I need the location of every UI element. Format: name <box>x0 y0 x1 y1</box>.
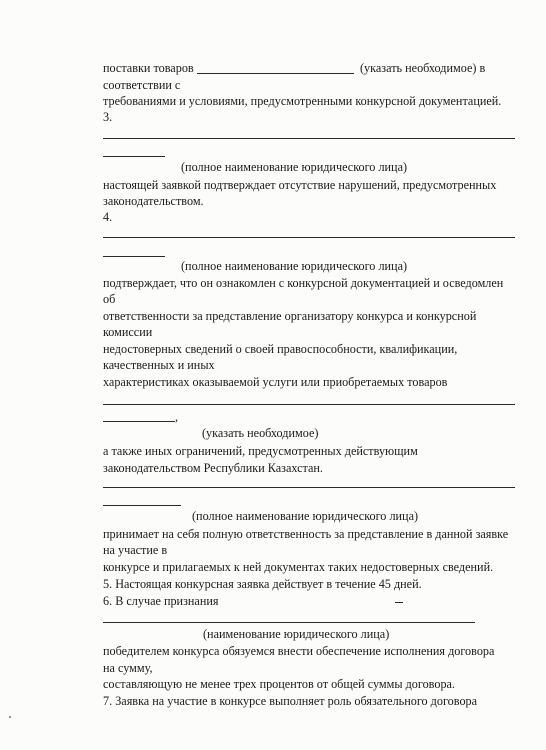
blank-line <box>103 156 165 157</box>
text-line: соответствии с <box>103 78 181 92</box>
item-number: 4. <box>103 210 113 224</box>
text-line: поставки товаров <box>103 61 194 75</box>
blank-line <box>103 256 165 257</box>
text-line: качественных и иных <box>103 358 215 372</box>
text-line: законодательством. <box>103 194 204 208</box>
comma: , <box>175 410 179 424</box>
blank-line <box>103 487 515 488</box>
caption: (полное наименование юридического лица) <box>181 160 408 174</box>
blank-line <box>103 404 515 405</box>
text-line: комиссии <box>103 325 153 339</box>
blank-line <box>103 421 175 422</box>
caption: (указать необходимое) <box>202 426 319 440</box>
caption: (полное наименование юридического лица) <box>181 259 408 273</box>
text-line: принимает на себя полную ответственность за представление в данной заявке <box>103 527 509 541</box>
caption: (полное наименование юридического лица) <box>192 509 419 523</box>
text-line: ответственности за представление организатору конкурса и конкурсной <box>103 309 477 323</box>
text-line: об <box>103 292 116 306</box>
text-line: требованиями и условиями, предусмотренными конкурсной документацией. <box>103 94 502 108</box>
text-line: недостоверных сведений о своей правоспособности, квалификации, <box>103 342 458 356</box>
blank-line <box>103 138 515 139</box>
text-line: (указать необходимое) в <box>360 61 486 75</box>
text-line: настоящей заявкой подтверждает отсутствие нарушений, предусмотренных <box>103 178 497 192</box>
blank-line <box>103 237 515 238</box>
text-line: законодательством Республики Казахстан. <box>103 461 323 475</box>
mark <box>395 602 403 603</box>
item-number: 3. <box>103 110 113 124</box>
text-line: подтверждает, что он ознакомлен с конкурсной документацией и осведомлен <box>103 276 504 290</box>
text-line: на сумму, <box>103 661 153 675</box>
text-line: 7. Заявка на участие в конкурсе выполняет роль обязательного договора <box>103 694 478 708</box>
blank-line <box>103 505 181 506</box>
scan-dot <box>9 716 11 718</box>
text-line: характеристиках оказываемой услуги или приобретаемых товаров <box>103 375 448 389</box>
text-line: составляющую не менее трех процентов от общей суммы договора. <box>103 677 455 691</box>
blank-line <box>197 73 354 74</box>
text-line: победителем конкурса обязуемся внести обеспечение исполнения договора <box>103 644 495 658</box>
text-line: на участие в <box>103 543 168 557</box>
caption: (наименование юридического лица) <box>203 627 390 641</box>
blank-line <box>103 622 475 623</box>
text-line: 6. В случае признания <box>103 594 219 608</box>
text-line: 5. Настоящая конкурсная заявка действует в течение 45 дней. <box>103 577 422 591</box>
text-line: а также иных ограничений, предусмотренных действующим <box>103 444 418 458</box>
text-line: конкурсе и прилагаемых к ней документах таких недостоверных сведений. <box>103 560 494 574</box>
